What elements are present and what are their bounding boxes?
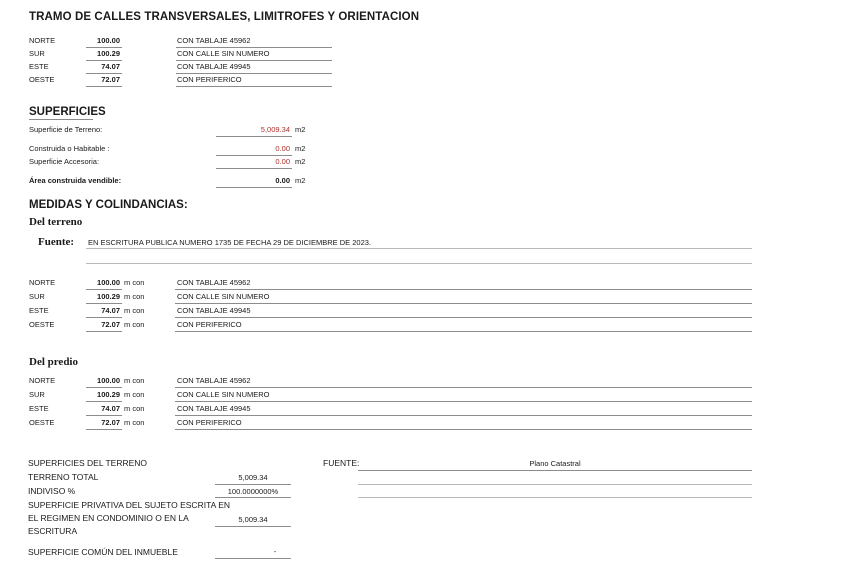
page-title: TRAMO DE CALLES TRANSVERSALES, LIMITROFES Y ORIENTACION: [29, 11, 420, 23]
fuente-label: Fuente:: [38, 236, 75, 248]
medidas-heading: MEDIDAS Y COLINDANCIAS:: [29, 199, 188, 211]
predio-dir: NORTE: [29, 376, 56, 385]
terreno-desc: CON TABLAJE 49945: [177, 306, 251, 315]
tramo-value: 100.29: [97, 49, 120, 58]
terreno-total-label: TERRENO TOTAL: [28, 472, 99, 482]
terreno-value: 72.07: [101, 320, 120, 329]
predio-value: 100.29: [97, 390, 120, 399]
terreno-desc: CON CALLE SIN NUMERO: [177, 292, 270, 301]
unit-label: m2: [295, 157, 306, 166]
terreno-total-value: 5,009.34: [238, 473, 268, 482]
accesoria-value: 0.00: [275, 157, 290, 166]
terreno-value: 100.00: [97, 278, 120, 287]
predio-value: 74.07: [101, 404, 120, 413]
accesoria-label: Superficie Accesoria:: [29, 157, 100, 166]
tramo-dir: ESTE: [29, 62, 49, 71]
unit-label: m2: [295, 144, 306, 153]
privativa-label-line2: EL REGIMEN EN CONDOMINIO O EN LA: [28, 513, 189, 523]
unit-label: m2: [295, 176, 306, 185]
predio-desc: CON TABLAJE 45962: [177, 376, 251, 385]
privativa-label-line3: ESCRITURA: [28, 526, 78, 536]
predio-desc: CON CALLE SIN NUMERO: [177, 390, 270, 399]
vendible-value: 0.00: [275, 176, 290, 185]
tramo-dir: SUR: [29, 49, 45, 58]
privativa-value: 5,009.34: [238, 515, 268, 524]
tramo-value: 100.00: [97, 36, 120, 45]
terreno-dir: NORTE: [29, 278, 56, 287]
tramo-desc: CON TABLAJE 49945: [177, 62, 251, 71]
predio-value: 72.07: [101, 418, 120, 427]
terreno-desc: CON TABLAJE 45962: [177, 278, 251, 287]
predio-dir: ESTE: [29, 404, 49, 413]
terreno-unit: m con: [124, 278, 145, 287]
superficies-heading: SUPERFICIES: [29, 106, 106, 118]
terreno-unit: m con: [124, 306, 145, 315]
terreno-unit: m con: [124, 320, 145, 329]
predio-unit: m con: [124, 418, 145, 427]
tramo-dir: OESTE: [29, 75, 55, 84]
summary-fuente-label: FUENTE:: [323, 458, 360, 468]
tramo-desc: CON PERIFERICO: [177, 75, 242, 84]
summary-fuente-value: Plano Catastral: [529, 459, 581, 468]
tramo-value: 74.07: [101, 62, 120, 71]
del-predio-heading: Del predio: [29, 356, 78, 368]
construida-label: Construida o Habitable :: [29, 144, 110, 153]
predio-dir: SUR: [29, 390, 45, 399]
predio-unit: m con: [124, 390, 145, 399]
comun-value: -: [273, 547, 277, 556]
comun-label: SUPERFICIE COMÚN DEL INMUEBLE: [28, 547, 178, 557]
tramo-desc: CON TABLAJE 45962: [177, 36, 251, 45]
superficie-terreno-value: 5,009.34: [260, 125, 290, 134]
superficie-terreno-label: Superficie de Terreno:: [29, 125, 103, 134]
vendible-label: Área construida vendible:: [29, 176, 122, 185]
indiviso-label: INDIVISO %: [28, 486, 76, 496]
indiviso-value: 100.0000000%: [227, 487, 279, 496]
del-terreno-heading: Del terreno: [29, 216, 83, 228]
tramo-value: 72.07: [101, 75, 120, 84]
fuente-text: EN ESCRITURA PUBLICA NUMERO 1735 DE FECHA 29 DE DICIEMBRE DE 2023.: [88, 238, 372, 247]
terreno-desc: CON PERIFERICO: [177, 320, 242, 329]
summary-heading: SUPERFICIES DEL TERRENO: [28, 458, 148, 468]
construida-value: 0.00: [275, 144, 290, 153]
terreno-value: 100.29: [97, 292, 120, 301]
privativa-label-line1: SUPERFICIE PRIVATIVA DEL SUJETO ESCRITA EN: [28, 500, 230, 510]
predio-desc: CON PERIFERICO: [177, 418, 242, 427]
terreno-unit: m con: [124, 292, 145, 301]
tramo-dir: NORTE: [29, 36, 56, 45]
terreno-value: 74.07: [101, 306, 120, 315]
predio-unit: m con: [124, 404, 145, 413]
tramo-desc: CON CALLE SIN NUMERO: [177, 49, 270, 58]
predio-dir: OESTE: [29, 418, 55, 427]
predio-value: 100.00: [97, 376, 120, 385]
terreno-dir: ESTE: [29, 306, 49, 315]
predio-unit: m con: [124, 376, 145, 385]
unit-label: m2: [295, 125, 306, 134]
predio-desc: CON TABLAJE 49945: [177, 404, 251, 413]
terreno-dir: OESTE: [29, 320, 55, 329]
terreno-dir: SUR: [29, 292, 45, 301]
